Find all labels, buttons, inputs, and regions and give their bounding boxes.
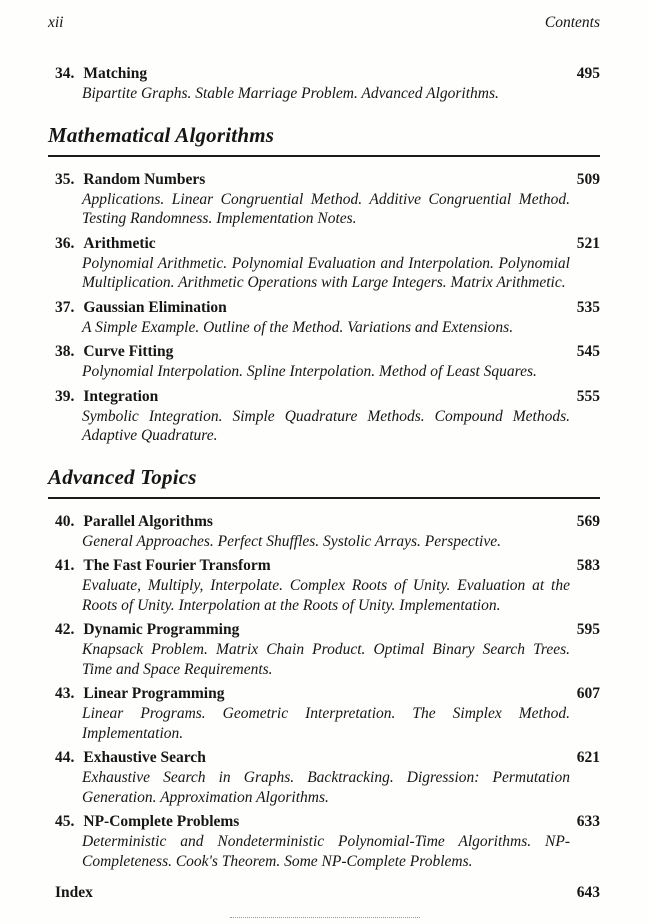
entry-page-number: 595 [576, 621, 600, 638]
entry-number: 34. [55, 65, 75, 82]
entry-number: 41. [55, 557, 75, 574]
entry-description: General Approaches. Perfect Shuffles. Systolic Arrays. Perspective. [82, 532, 501, 550]
toc-entry-line [55, 170, 600, 190]
entry-title: Exhaustive Search [83, 749, 206, 766]
toc-entry [55, 170, 600, 229]
entry-title: NP-Complete Problems [83, 813, 240, 830]
entry-description: Polynomial Arithmetic. Polynomial Evaluation and Interpolation. Polynomial Multiplication. Arithmetic Operations with Large Integers. Matrix Arithmetic. [82, 254, 570, 291]
entry-description: Linear Programs. Geometric Interpretation. The Simplex Method. Implementation. [82, 705, 570, 742]
entry-number: 45. [55, 813, 75, 830]
toc-entry [55, 684, 600, 743]
toc-entry [55, 298, 600, 338]
toc-entry [55, 64, 600, 104]
section-heading-mathematical-algorithms: Mathematical Algorithms [48, 123, 600, 157]
toc-entry-line [55, 684, 600, 704]
toc-entry-line [55, 387, 600, 407]
toc-entry-line [55, 812, 600, 832]
entry-description: Exhaustive Search in Graphs. Backtracking. Digression: Permutation Generation. Approximation Algorithms. [82, 769, 570, 806]
entry-title: Matching [83, 65, 148, 82]
toc-entry-line [55, 342, 600, 362]
entry-title: Curve Fitting [83, 343, 174, 360]
scan-artifact-line [230, 917, 420, 918]
entry-description: Evaluate, Multiply, Interpolate. Complex Roots of Unity. Evaluation at the Roots of Unity. Interpolation at the Roots of Unity. Implementation. [82, 577, 570, 614]
toc-entry [55, 234, 600, 293]
entry-number: 43. [55, 685, 75, 702]
index-entry [55, 884, 600, 902]
entry-description: Polynomial Interpolation. Spline Interpolation. Method of Least Squares. [82, 363, 537, 380]
index-title: Index [55, 884, 93, 901]
index-page-number: 643 [576, 884, 600, 901]
toc-entry [55, 556, 600, 615]
entry-description: Symbolic Integration. Simple Quadrature Methods. Compound Methods. Adaptive Quadrature. [82, 407, 570, 444]
section-heading-advanced-topics: Advanced Topics [48, 465, 600, 499]
entry-title: Arithmetic [83, 234, 156, 252]
entry-description: Bipartite Graphs. Stable Marriage Problem. Advanced Algorithms. [82, 85, 499, 102]
toc-entry [55, 512, 600, 552]
entry-page-number: 495 [576, 65, 600, 82]
entry-description: Applications. Linear Congruential Method. Additive Congruential Method. Testing Randomness. Implementation Notes. [82, 190, 570, 227]
entry-title: The Fast Fourier Transform [83, 557, 271, 574]
entry-page-number: 555 [576, 387, 600, 405]
entry-title: Random Numbers [83, 170, 206, 188]
entry-page-number: 633 [576, 813, 600, 830]
entry-number: 35. [55, 170, 75, 188]
toc-entry-line [55, 512, 600, 532]
entry-number: 40. [55, 512, 75, 530]
toc-entry [55, 342, 600, 382]
entry-title: Gaussian Elimination [83, 298, 227, 316]
toc-entry-line [55, 556, 600, 576]
entry-page-number: 621 [576, 749, 600, 766]
entry-title: Dynamic Programming [83, 621, 240, 638]
entry-page-number: 545 [576, 343, 600, 360]
toc-entry [55, 387, 600, 446]
entry-number: 44. [55, 749, 75, 766]
toc-entry-line [55, 620, 600, 640]
entry-description: Knapsack Problem. Matrix Chain Product. Optimal Binary Search Trees. Time and Space Requirements. [82, 641, 570, 678]
entry-page-number: 583 [576, 557, 600, 574]
entry-title: Linear Programming [83, 685, 225, 702]
toc-entry [55, 812, 600, 871]
toc-entry-line [55, 64, 600, 84]
entry-page-number: 521 [576, 234, 600, 252]
entry-page-number: 569 [576, 512, 600, 530]
entry-number: 38. [55, 343, 75, 360]
entry-description: Deterministic and Nondeterministic Polynomial-Time Algorithms. NP-Completeness. Cook's Theorem. Some NP-Complete Problems. [82, 833, 570, 870]
toc-entry-line [55, 748, 600, 768]
entry-number: 42. [55, 621, 75, 638]
entry-page-number: 509 [576, 170, 600, 188]
entry-page-number: 607 [576, 685, 600, 702]
toc-entry [55, 620, 600, 679]
entry-number: 39. [55, 387, 75, 405]
toc-entry-line [55, 234, 600, 254]
entry-title: Parallel Algorithms [83, 512, 213, 530]
entry-description: A Simple Example. Outline of the Method. Variations and Extensions. [82, 318, 514, 336]
running-head-title: Contents [544, 14, 600, 31]
entry-number: 37. [55, 298, 75, 316]
toc-entry-line [55, 298, 600, 318]
entry-number: 36. [55, 234, 75, 252]
folio-page-number: xii [48, 14, 64, 31]
running-header [48, 14, 600, 32]
entry-title: Integration [83, 387, 159, 405]
entry-page-number: 535 [576, 298, 600, 316]
toc-entry [55, 748, 600, 807]
